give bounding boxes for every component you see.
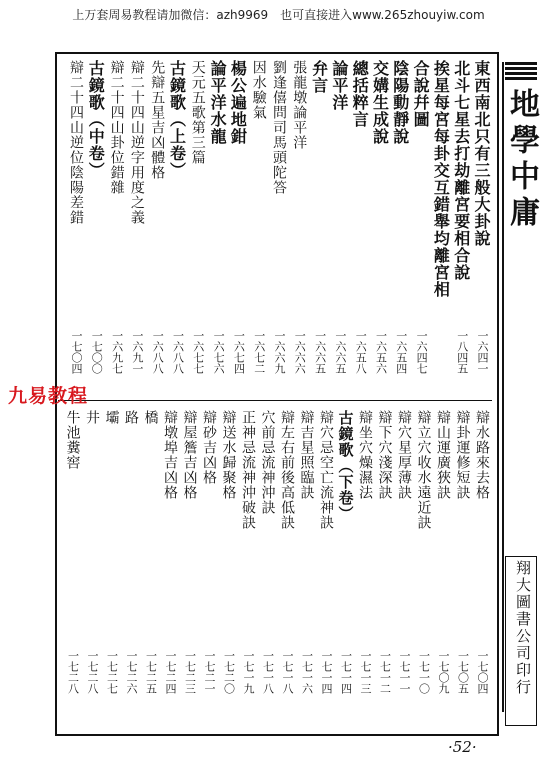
toc-entry-title: 辯吉星照臨訣 [298, 410, 315, 500]
toc-entry-page: 一七二六 [125, 650, 138, 694]
toc-entry-page: 一七二一 [203, 650, 216, 694]
toc-entry-page: 一七一六 [300, 650, 314, 694]
toc-entry-page: 一六七四 [232, 330, 246, 374]
book-title: 地學中庸 [504, 88, 539, 232]
toc-entry-page: 一七二八 [66, 650, 80, 694]
toc-entry-title: 辯立穴收水遠近訣 [415, 410, 432, 530]
toc-entry-title: 先辯五星吉凶體格 [149, 60, 166, 180]
toc-entry-page: 一七一一 [398, 650, 411, 694]
toc-entry-title: 辯穴星厚薄訣 [396, 410, 412, 500]
toc-entry-title: 論平洋 [329, 60, 349, 111]
toc-entry-title: 論平洋水龍 [208, 60, 228, 145]
toc-entry-page: 一六五八 [354, 330, 368, 374]
toc-entry-page: 一六六五 [313, 330, 327, 374]
toc-entry-title: 辯墩埠吉凶格 [162, 410, 178, 500]
toc-entry-title: 辯左右前後高低訣 [279, 410, 295, 530]
toc-entry-page: 一七二四 [164, 650, 177, 694]
toc-entry-page: 一七一八 [261, 650, 275, 694]
toc-entry-title: 辯坐穴燥濕法 [357, 410, 373, 500]
section-divider [58, 400, 492, 401]
toc-entry-page: 一七一三 [359, 650, 372, 694]
toc-entry-title: 辯送水歸聚格 [220, 410, 237, 500]
toc-entry-title: 辯下穴淺深訣 [376, 410, 393, 500]
toc-entry-title: 辯二十四山逆字用度之義 [128, 60, 145, 225]
toc-entry-page: 一六七七 [191, 330, 205, 374]
top-banner: 上万套周易教程请加微信：azh9969 也可直接进入www.265zhouyiw.com [72, 8, 485, 22]
toc-entry-title: 辯二十四山逆位陰陽差錯 [68, 60, 84, 225]
toc-entry-title: 東西南北只有三般大卦說 [472, 60, 491, 247]
toc-entry-title: 交媾生成說 [370, 60, 390, 145]
toc-entry-title: 古鏡歌（中卷） [86, 60, 106, 179]
toc-entry-title: 劉逢僖問司馬頭陀答 [271, 60, 287, 195]
toc-entry-page: 一六四一 [476, 330, 489, 374]
toc-entry-title: 辯山運廣狹訣 [435, 410, 451, 500]
toc-entry-page: 一六六九 [273, 330, 286, 374]
toc-entry-page: 一七二三 [183, 650, 197, 694]
toc-entry-title: 路 [123, 410, 139, 425]
toc-entry-title: 辯水路來去格 [474, 410, 490, 500]
toc-entry-page: 一六六五 [333, 330, 347, 374]
toc-entry-page: 一七二七 [105, 650, 119, 694]
toc-entry-title: 井 [84, 410, 100, 425]
toc-entry-page: 一七一四 [339, 650, 353, 694]
toc-entry-title: 張龍墩論平洋 [291, 60, 308, 150]
toc-entry-title: 天元五歌第三篇 [189, 60, 206, 165]
toc-entry-page: 一六七二 [252, 330, 266, 374]
toc-entry-page: 一六四七 [415, 330, 429, 374]
toc-entry-title: 合說幷圖 [411, 60, 431, 128]
toc-entry-title: 古鏡歌（下卷） [336, 410, 355, 522]
toc-entry-title: 橋 [142, 410, 159, 425]
toc-entry-title: 穴前忌流神沖訣 [259, 410, 276, 515]
toc-entry-title: 辯二十四山卦位錯雜 [108, 60, 125, 195]
page-number: ·52· [448, 738, 477, 756]
toc-entry-title: 辯卦運修短訣 [454, 410, 471, 500]
toc-entry-title: 辯屋簷吉凶格 [181, 410, 198, 500]
toc-entry-page: 一七一〇 [417, 650, 431, 694]
toc-entry-page: 一六五六 [374, 330, 388, 374]
toc-entry-page: 一七二八 [86, 650, 99, 694]
toc-entry-page: 一七〇五 [456, 650, 470, 694]
toc-entry-title: 楊公遍地鉗 [228, 60, 248, 145]
toc-entry-page: 一七〇九 [437, 650, 450, 694]
toc-entry-page: 一七〇四 [476, 650, 489, 694]
toc-entry-title: 古鏡歌（上卷） [167, 60, 187, 179]
toc-entry-title: 挨星每宮每卦交互錯舉均離宮相 [431, 60, 451, 298]
toc-entry-page: 一七二〇 [222, 650, 236, 694]
toc-entry-page: 一六九一 [130, 330, 144, 374]
toc-entry-page: 一六八八 [171, 330, 185, 374]
toc-entry-title: 弁言 [309, 60, 329, 94]
toc-entry-page: 一六九七 [110, 330, 124, 374]
toc-entry-page: 一七一四 [320, 650, 333, 694]
toc-entry-page: 一七一八 [281, 650, 294, 694]
toc-entry-page: 一七二五 [144, 650, 158, 694]
watermark: 九易教程 [8, 385, 89, 407]
toc-entry-page: 一七〇四 [70, 330, 83, 374]
toc-entry-title: 辯砂吉凶格 [201, 410, 217, 485]
toc-entry-title: 壩 [103, 410, 120, 425]
toc-entry-page: 一七一二 [378, 650, 392, 694]
toc-entry-title: 北斗七星去打劫離宮要相合說 [451, 60, 471, 281]
toc-entry-title: 牛池糞窖 [64, 410, 81, 470]
toc-entry-page: 一六五四 [394, 330, 408, 374]
toc-entry-title: 陰陽動靜說 [390, 60, 410, 145]
toc-entry-page: 一六六六 [293, 330, 307, 374]
toc-entry-page: 一六七六 [212, 330, 226, 374]
toc-entry-page: 一八四五 [455, 330, 469, 374]
toc-entry-page: 一七一九 [242, 650, 255, 694]
toc-entry-title: 總括粹言 [350, 60, 370, 128]
publisher-name: 翔大圖書公司印行 [514, 560, 532, 696]
toc-entry-page: 一七〇〇 [90, 330, 104, 374]
toc-entry-page: 一六八八 [151, 330, 165, 374]
toc-entry-title: 因水驗氣 [250, 60, 267, 120]
toc-entry-title: 正神忌流神沖破訣 [240, 410, 256, 530]
toc-entry-title: 辯穴忌空亡流神訣 [318, 410, 334, 530]
